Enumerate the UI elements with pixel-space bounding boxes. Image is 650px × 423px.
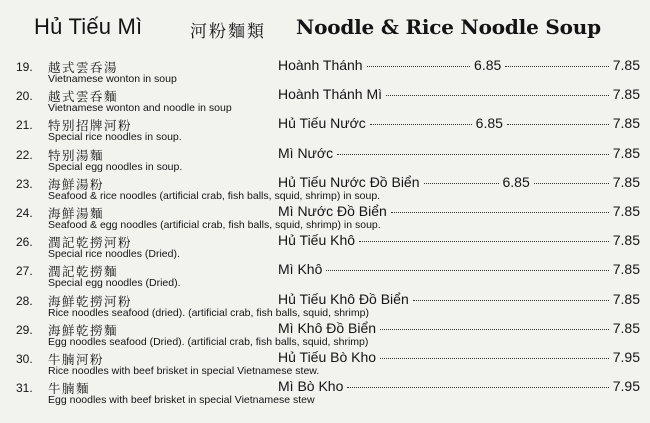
item-name-price-line <box>278 349 640 365</box>
price-large: 7.85 <box>612 232 640 249</box>
item-chinese-name: 海鮮湯麵 <box>48 205 105 221</box>
dot-leader <box>424 183 499 184</box>
dot-leader <box>380 358 609 359</box>
menu-item <box>0 350 650 379</box>
menu-item <box>0 321 650 350</box>
item-number: 29. <box>16 322 33 337</box>
item-description: Rice noodles seafood (dried). (artificial crab, fish balls, squid, shrimp) <box>48 306 369 319</box>
menu-item <box>0 116 650 145</box>
item-number: 19. <box>16 60 33 74</box>
price-small: 6.85 <box>502 173 530 190</box>
item-description: Special rice noodles (Dried). <box>48 248 180 261</box>
price-large: 7.85 <box>612 144 640 161</box>
item-description: Vietnamese wonton in soup <box>48 73 177 85</box>
item-number: 30. <box>16 351 33 366</box>
item-chinese-name: 特别湯麵 <box>48 147 105 163</box>
item-number: 28. <box>16 293 33 308</box>
item-description: Vietnamese wonton and noodle in soup <box>48 102 232 115</box>
item-vietnamese-name: Mì Bò Kho <box>278 378 344 395</box>
dot-leader <box>534 183 609 184</box>
item-chinese-name: 潤記乾撈麵 <box>48 264 119 280</box>
item-vietnamese-name: Hủ Tiếu Khô Đồ Biển <box>278 290 409 307</box>
item-vietnamese-name: Mì Nước <box>278 144 334 161</box>
dot-leader <box>337 154 609 155</box>
menu-header <box>0 14 650 46</box>
item-chinese-name: 海鮮乾撈河粉 <box>48 293 133 309</box>
item-name-price-line <box>278 145 640 161</box>
item-vietnamese-name: Hoành Thánh Mì <box>278 86 383 103</box>
menu-item <box>0 58 650 87</box>
item-name-price-line <box>278 115 640 131</box>
title-english: Noodle & Rice Noodle Soup <box>296 15 601 39</box>
item-description: Special egg noodles in soup. <box>48 160 183 173</box>
dot-leader <box>505 66 608 67</box>
price-large: 7.85 <box>612 319 640 336</box>
item-number: 24. <box>16 205 33 220</box>
price-large: 7.85 <box>612 290 640 307</box>
menu-item <box>0 146 650 175</box>
item-vietnamese-name: Hủ Tiếu Nước Đồ Biển <box>278 173 420 190</box>
item-description: Special rice noodles in soup. <box>48 131 182 144</box>
price-large: 7.85 <box>612 173 640 190</box>
item-description: Seafood & rice noodles (artificial crab, fish balls, squid, shrimp) in soup. <box>48 189 381 202</box>
price-large: 7.95 <box>612 348 640 365</box>
item-description: Egg noodles with beef brisket in special Vietnamese stew <box>48 394 315 407</box>
menu-item <box>0 204 650 233</box>
item-number: 31. <box>16 381 33 396</box>
menu-item <box>0 379 650 408</box>
item-description: Seafood & egg noodles (artificial crab, fish balls, squid, shrimp) in soup. <box>48 218 381 231</box>
item-name-price-line <box>278 86 640 102</box>
price-large: 7.85 <box>612 202 640 219</box>
price-large: 7.85 <box>612 57 640 73</box>
item-vietnamese-name: Mì Nước Đồ Biển <box>278 202 387 219</box>
item-name-price-line <box>278 320 640 336</box>
item-number: 26. <box>16 235 33 250</box>
item-vietnamese-name: Mì Khô Đồ Biển <box>278 319 377 336</box>
menu-item <box>0 175 650 204</box>
dot-leader <box>380 329 609 330</box>
item-number: 21. <box>16 118 33 133</box>
item-name-price-line <box>278 261 640 277</box>
item-number: 23. <box>16 176 33 191</box>
dot-leader <box>347 387 608 388</box>
item-chinese-name: 潤記乾撈河粉 <box>48 235 133 251</box>
menu-item <box>0 87 650 116</box>
dot-leader <box>413 300 609 301</box>
price-large: 7.85 <box>612 261 640 278</box>
item-vietnamese-name: Mì Khô <box>278 261 323 278</box>
item-name-price-line <box>278 57 640 73</box>
title-vietnamese: Hủ Tiếu Mì <box>34 14 143 39</box>
item-vietnamese-name: Hủ Tiếu Khô <box>278 232 356 249</box>
price-small: 6.85 <box>475 115 503 132</box>
dot-leader <box>367 66 470 67</box>
price-small: 6.85 <box>474 57 502 73</box>
price-large: 7.95 <box>612 378 640 395</box>
title-chinese: 河粉麵類 <box>190 22 266 42</box>
dot-leader <box>391 212 609 213</box>
menu-item <box>0 233 650 262</box>
item-description: Rice noodles with beef brisket in special Vietnamese stew. <box>48 364 320 377</box>
item-vietnamese-name: Hủ Tiếu Bò Kho <box>278 348 377 365</box>
item-name-price-line <box>278 203 640 219</box>
item-name-price-line <box>278 291 640 307</box>
item-chinese-name: 越式雲呑湯 <box>48 60 119 75</box>
item-chinese-name: 越式雲呑麵 <box>48 89 119 105</box>
item-chinese-name: 海鮮湯粉 <box>48 176 105 192</box>
item-name-price-line <box>278 232 640 248</box>
item-chinese-name: 特别招牌河粉 <box>48 118 133 134</box>
dot-leader <box>359 241 609 242</box>
price-large: 7.85 <box>612 115 640 132</box>
menu-items-list <box>0 58 650 408</box>
dot-leader <box>326 270 608 271</box>
item-description: Special egg noodles (Dried). <box>48 277 181 290</box>
dot-leader <box>386 95 609 96</box>
item-number: 22. <box>16 147 33 162</box>
dot-leader <box>370 124 472 125</box>
item-number: 20. <box>16 89 33 104</box>
price-large: 7.85 <box>612 86 640 103</box>
item-number: 27. <box>16 264 33 279</box>
item-chinese-name: 牛腩河粉 <box>48 351 105 367</box>
item-vietnamese-name: Hoành Thánh <box>278 57 363 73</box>
item-description: Egg noodles seafood (Dried). (artificial crab, fish balls, squid, shrimp) <box>48 335 369 348</box>
menu-item <box>0 292 650 321</box>
item-name-price-line <box>278 174 640 190</box>
item-name-price-line <box>278 378 640 394</box>
menu-item <box>0 262 650 291</box>
dot-leader <box>507 124 609 125</box>
item-chinese-name: 海鮮乾撈麵 <box>48 322 119 338</box>
item-chinese-name: 牛腩麵 <box>48 381 91 397</box>
item-vietnamese-name: Hủ Tiếu Nước <box>278 115 366 132</box>
